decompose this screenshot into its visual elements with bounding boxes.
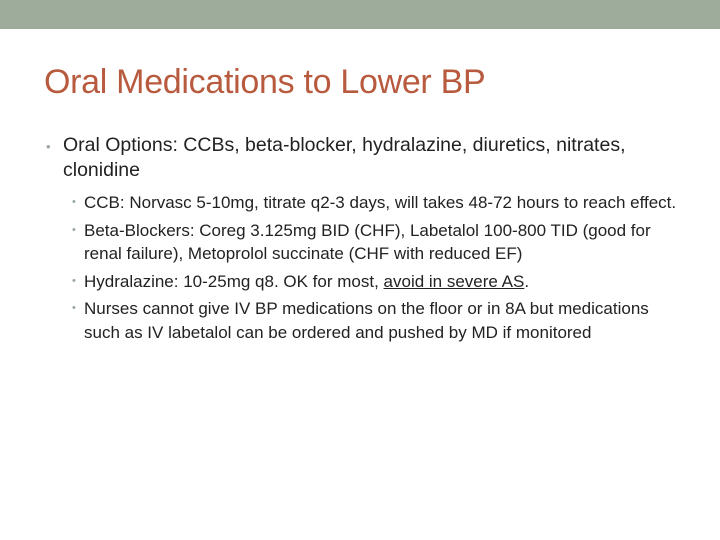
bullet-text-after: .	[524, 271, 530, 291]
top-accent-band	[0, 0, 720, 29]
bullet-text: Nurses cannot give IV BP medications on the floor or in 8A but medications such as IV labetalol can be ordered and pushed by MD if monitored	[84, 299, 649, 342]
bullet-text: Oral Options: CCBs, beta-blocker, hydralazine, diuretics, nitrates, clonidine	[63, 134, 626, 181]
bullet-dot-icon: •	[46, 139, 51, 154]
bullet-dot-icon: •	[72, 223, 76, 236]
sub-bullet-beta-blockers	[72, 219, 686, 266]
bullet-text-before: Hydralazine: 10-25mg q8. OK for most,	[84, 271, 384, 291]
slide-body	[46, 133, 686, 348]
bullet-dot-icon: •	[72, 274, 76, 287]
bullet-oral-options	[46, 133, 686, 183]
bullet-text: Beta-Blockers: Coreg 3.125mg BID (CHF), Labetalol 100-800 TID (good for renal failure), Metoprolol succinate (CHF with reduced EF)	[84, 220, 651, 263]
slide-title: Oral Medications to Lower BP	[44, 63, 486, 101]
sub-bullet-ccb	[72, 191, 686, 215]
underlined-warning: avoid in severe AS	[383, 271, 525, 291]
sub-bullet-nurses	[72, 297, 686, 344]
bullet-text: CCB: Norvasc 5-10mg, titrate q2-3 days, will takes 48-72 hours to reach effect.	[84, 193, 677, 212]
bullet-dot-icon: •	[72, 302, 76, 314]
sub-bullet-hydralazine	[72, 270, 686, 294]
bullet-dot-icon: •	[72, 196, 76, 208]
